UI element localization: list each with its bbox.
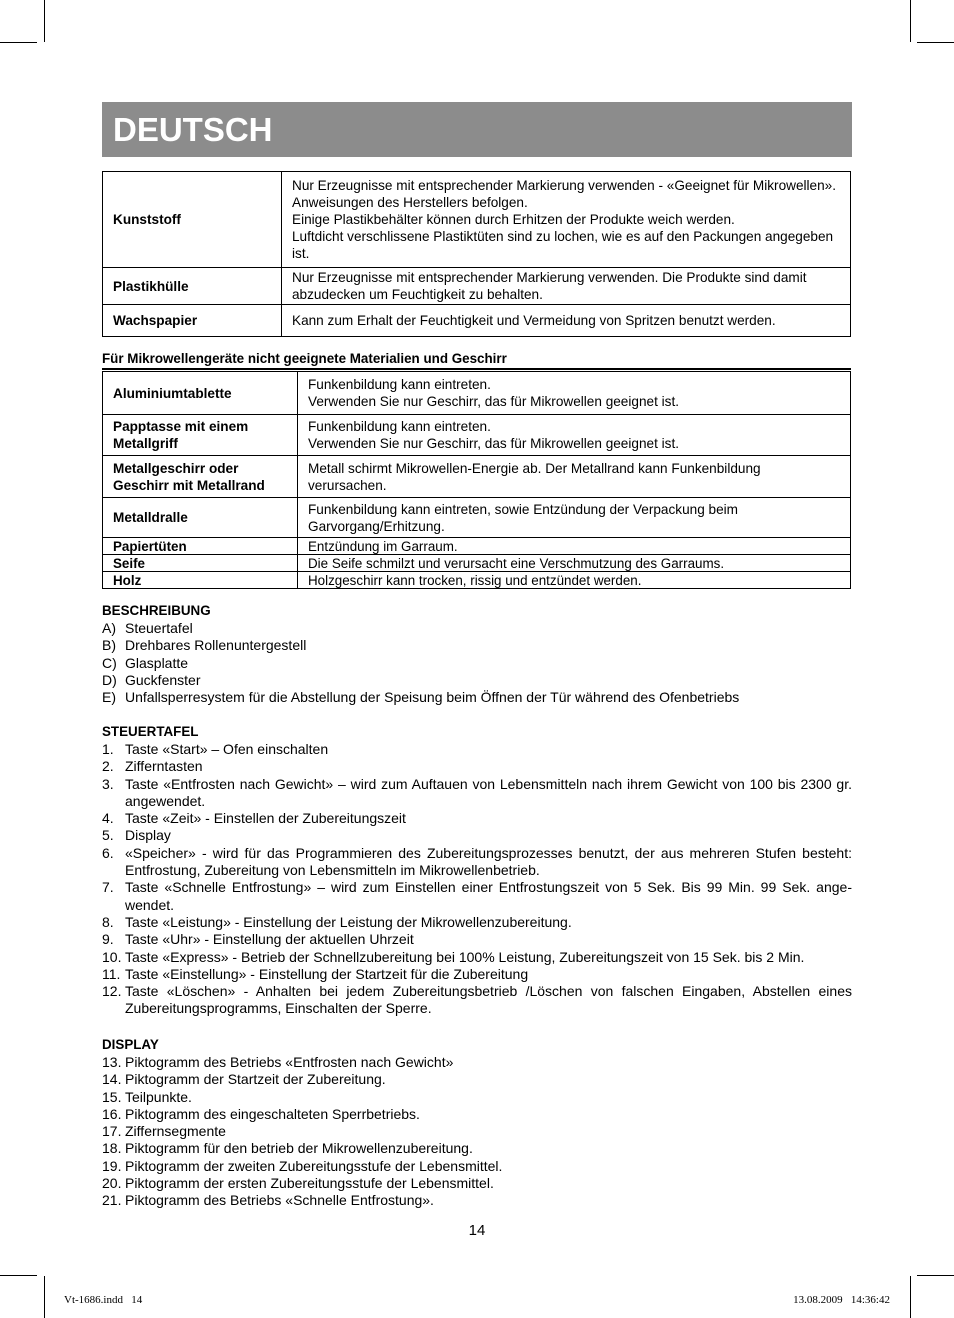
list-item — [102, 620, 852, 637]
item-marker: 19. — [102, 1157, 122, 1174]
item-marker: 8. — [102, 913, 114, 930]
list-item — [102, 776, 852, 811]
item-text: Drehbares Rollenuntergestell — [125, 637, 307, 654]
item-marker: 16. — [102, 1105, 122, 1122]
item-text: Taste «Entfrosten nach Gewicht» – wird zum Auftauen von Lebensmitteln nach ihrem Gewicht von 100 bis 2300 gr. angewendet. — [125, 775, 852, 809]
material-description: Funkenbildung kann eintreten, sowie Entzündung der Verpackung beim Garvorgang/Erhitzung. — [298, 498, 851, 538]
table-row — [103, 172, 851, 268]
item-text: Guckfenster — [125, 671, 201, 688]
material-name: Plastikhülle — [103, 268, 282, 305]
item-marker: 6. — [102, 844, 114, 861]
item-text: Ziffernsegmente — [125, 1123, 226, 1140]
page-number: 14 — [468, 1222, 486, 1239]
crop-mark — [910, 0, 911, 42]
item-marker: 14. — [102, 1071, 122, 1088]
material-description: Nur Erzeugnisse mit entsprechender Markierung verwenden - «Geeignet für Mikrowellen». Anweisungen des Herstellers befolgen. Einige Plastikbehälter können durch Erhitzen der Produkte weich werden. Luftdicht verschlissene Plastiktüten sind zu lochen, wie es auf den Packungen angegeben ist. — [282, 172, 851, 268]
table-row — [103, 415, 851, 456]
list-item — [102, 655, 852, 672]
item-text: Taste «Einstellung» - Einstellung der Startzeit für die Zubereitung — [125, 965, 529, 982]
list-item — [102, 827, 852, 844]
unsuitable-heading: Für Mikrowellengeräte nicht geeignete Materialien und Geschirr — [102, 350, 851, 370]
material-name: Papptasse mit einem Metallgriff — [103, 415, 298, 456]
item-text: «Speicher» - wird für das Programmieren des Zubereitungsprozesses benutzt, der aus mehreren Stufen besteht: Entfrostung, Zubereitung von Lebensmitteln im Mikrowellenbetrieb. — [125, 844, 852, 879]
item-marker: 5. — [102, 827, 114, 844]
item-marker: B) — [102, 637, 116, 654]
list-item — [102, 741, 852, 758]
steuertafel-list — [102, 741, 852, 1018]
print-slug-date: 13.08.2009 14:36:42 — [793, 1294, 890, 1306]
table-row — [103, 372, 851, 415]
list-item — [102, 966, 852, 983]
item-text: Piktogramm des Betriebs «Entfrosten nach Gewicht» — [125, 1054, 454, 1070]
list-item — [102, 1158, 852, 1175]
material-name: Metallgeschirr oder Geschirr mit Metallrand — [103, 456, 298, 498]
list-item — [102, 810, 852, 827]
list-item — [102, 758, 852, 775]
item-text: Teilpunkte. — [125, 1088, 192, 1105]
beschreibung-heading: BESCHREIBUNG — [102, 603, 211, 618]
item-marker: 15. — [102, 1088, 122, 1105]
material-name: Aluminiumtablette — [103, 372, 298, 415]
crop-mark — [917, 42, 954, 43]
crop-mark — [910, 1276, 911, 1318]
list-item — [102, 914, 852, 931]
suitable-materials-table — [102, 171, 851, 337]
item-marker: 7. — [102, 879, 114, 896]
item-marker: 11. — [102, 965, 121, 982]
item-marker: 4. — [102, 810, 114, 827]
print-slug-file: Vt-1686.indd 14 — [64, 1294, 143, 1306]
beschreibung-list — [102, 620, 852, 706]
list-item — [102, 845, 852, 880]
material-name: Holz — [103, 572, 298, 589]
list-item — [102, 1192, 852, 1209]
item-marker: 2. — [102, 758, 114, 775]
table-row — [103, 305, 851, 337]
item-text: Glasplatte — [125, 654, 189, 671]
steuertafel-heading: STEUERTAFEL — [102, 724, 199, 739]
item-marker: 18. — [102, 1140, 122, 1157]
list-item — [102, 983, 852, 1018]
table-row — [103, 555, 851, 572]
material-name: Wachspapier — [103, 305, 282, 337]
list-item — [102, 949, 852, 966]
display-list — [102, 1054, 852, 1210]
material-description: Holzgeschirr kann trocken, rissig und entzündet werden. — [298, 572, 851, 589]
material-name: Papiertüten — [103, 538, 298, 555]
item-text: Piktogramm der ersten Zubereitungsstufe der Lebensmittel. — [125, 1175, 494, 1192]
list-item — [102, 1106, 852, 1123]
item-text: Taste «Uhr» - Einstellung der aktuellen Uhrzeit — [125, 931, 414, 948]
item-marker: 20. — [102, 1175, 122, 1192]
list-item — [102, 931, 852, 948]
item-marker: E) — [102, 689, 116, 706]
table-row — [103, 498, 851, 538]
list-item — [102, 689, 852, 706]
crop-mark — [44, 1276, 45, 1318]
item-marker: D) — [102, 671, 117, 688]
item-text: Piktogramm der zweiten Zubereitungsstufe der Lebensmittel. — [125, 1157, 503, 1174]
crop-mark — [917, 1275, 954, 1276]
item-text: Taste «Löschen» - Anhalten bei jedem Zubereitungsbetrieb /Löschen von falschen Eingaben, Abstellen eines Zubereitungsprogramms, Einschalten der Sperre. — [125, 983, 852, 1017]
item-text: Taste «Schnelle Entfrostung» – wird zum Einstellen einer Entfrostungszeit von 5 Sek. Bis 99 Min. 99 Sek. ange-wendet. — [125, 879, 852, 913]
list-item — [102, 637, 852, 654]
material-name: Kunststoff — [103, 172, 282, 268]
item-marker: C) — [102, 654, 117, 671]
item-text: Steuertafel — [125, 620, 193, 636]
item-marker: 9. — [102, 931, 114, 948]
item-text: Piktogramm für den betrieb der Mikrowellenzubereitung. — [125, 1140, 473, 1157]
language-banner — [102, 102, 852, 157]
crop-mark — [44, 0, 45, 42]
item-text: Display — [125, 827, 171, 844]
item-text: Piktogramm des Betriebs «Schnelle Entfrostung». — [125, 1192, 434, 1209]
list-item — [102, 672, 852, 689]
table-row — [103, 538, 851, 555]
crop-mark — [0, 42, 37, 43]
list-item — [102, 1089, 852, 1106]
item-marker: 13. — [102, 1054, 122, 1070]
item-marker: 10. — [102, 948, 122, 965]
item-text: Taste «Leistung» - Einstellung der Leistung der Mikrowellenzubereitung. — [125, 913, 572, 930]
item-marker: 12. — [102, 983, 122, 1000]
item-text: Taste «Start» – Ofen einschalten — [125, 741, 329, 757]
item-marker: A) — [102, 620, 116, 636]
material-description: Funkenbildung kann eintreten. Verwenden Sie nur Geschirr, das für Mikrowellen geeignet ist. — [298, 372, 851, 415]
crop-mark — [0, 1275, 37, 1276]
item-text: Taste «Zeit» - Einstellen der Zubereitungszeit — [125, 810, 406, 827]
list-item — [102, 1071, 852, 1088]
item-text: Zifferntasten — [125, 758, 203, 775]
material-name: Seife — [103, 555, 298, 572]
list-item — [102, 1175, 852, 1192]
list-item — [102, 879, 852, 914]
item-text: Piktogramm der Startzeit der Zubereitung. — [125, 1071, 386, 1088]
item-text: Taste «Express» - Betrieb der Schnellzubereitung bei 100% Leistung, Zubereitungszeit von 15 Sek. bis 2 Min. — [125, 948, 805, 965]
item-marker: 1. — [102, 741, 114, 757]
list-item — [102, 1123, 852, 1140]
display-heading: DISPLAY — [102, 1037, 159, 1052]
unsuitable-materials-table — [102, 371, 851, 589]
material-description: Entzündung im Garraum. — [298, 538, 851, 555]
material-description: Funkenbildung kann eintreten. Verwenden Sie nur Geschirr, das für Mikrowellen geeignet ist. — [298, 415, 851, 456]
material-description: Metall schirmt Mikrowellen-Energie ab. Der Metallrand kann Funkenbildung verursachen. — [298, 456, 851, 498]
material-description: Die Seife schmilzt und verursacht eine Verschmutzung des Garraums. — [298, 555, 851, 572]
item-text: Piktogramm des eingeschalteten Sperrbetriebs. — [125, 1105, 420, 1122]
material-description: Kann zum Erhalt der Feuchtigkeit und Vermeidung von Spritzen benutzt werden. — [282, 305, 851, 337]
banner-title: DEUTSCH — [113, 111, 273, 148]
table-row — [103, 268, 851, 305]
item-marker: 17. — [102, 1123, 122, 1140]
list-item — [102, 1140, 852, 1157]
table-row — [103, 456, 851, 498]
item-marker: 3. — [102, 775, 114, 792]
item-marker: 21. — [102, 1192, 122, 1209]
item-text: Unfallsperresystem für die Abstellung der Speisung beim Öffnen der Tür während des Ofenbetriebs — [125, 689, 740, 706]
table-row — [103, 572, 851, 589]
material-description: Nur Erzeugnisse mit entsprechender Markierung verwenden. Die Produkte sind damit abzudecken um Feuchtigkeit zu behalten. — [282, 268, 851, 305]
material-name: Metalldralle — [103, 498, 298, 538]
list-item — [102, 1054, 852, 1071]
